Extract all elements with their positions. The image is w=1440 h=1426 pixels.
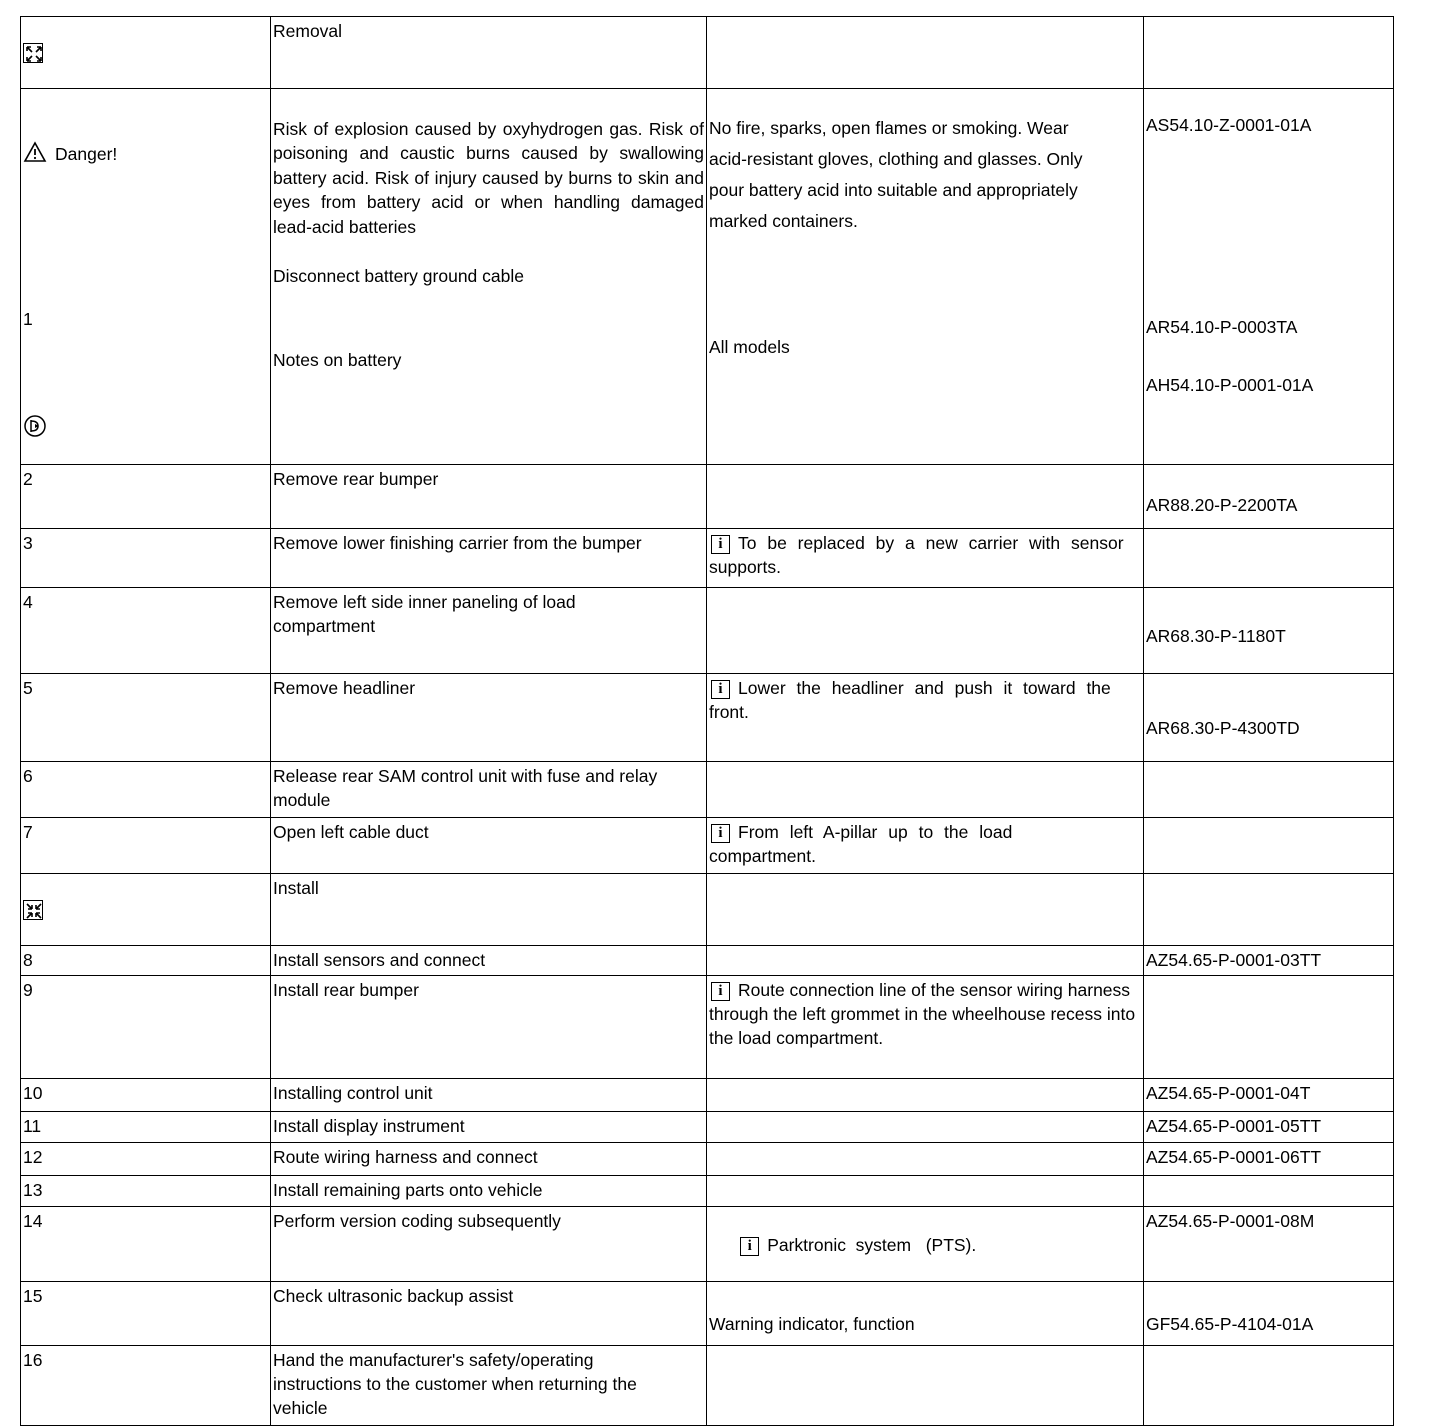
table-row bbox=[21, 976, 1394, 1079]
step-text: Install sensors and connect bbox=[271, 946, 707, 976]
table-row bbox=[21, 1282, 1394, 1346]
step-number: 11 bbox=[21, 1112, 271, 1143]
removal-row bbox=[21, 17, 1394, 89]
step-number: 12 bbox=[21, 1143, 271, 1176]
table-row bbox=[21, 818, 1394, 874]
install-icon-cell bbox=[21, 874, 271, 946]
step-text: Route wiring harness and connect bbox=[271, 1143, 707, 1176]
table-row bbox=[21, 1346, 1394, 1426]
step-text: Install rear bumper bbox=[271, 976, 707, 1079]
step-number: 9 bbox=[21, 976, 271, 1079]
step-number: 7 bbox=[21, 818, 271, 874]
danger-note: No fire, sparks, open flames or smoking. Wear acid-resistant gloves, clothing and glasses. Only pour battery acid into suitable and appropriately marked containers. bbox=[709, 118, 1083, 231]
table-row bbox=[21, 946, 1394, 976]
info-note: Parktronic system (PTS). bbox=[767, 1235, 977, 1255]
step-number: 5 bbox=[21, 674, 271, 762]
step-text: Hand the manufacturer's safety/operating instructions to the customer when returning the vehicle bbox=[271, 1346, 707, 1426]
step-text: Remove rear bumper bbox=[271, 465, 707, 529]
removal-arrows-icon bbox=[23, 43, 43, 63]
info-icon: i bbox=[711, 680, 730, 699]
step-text: Install remaining parts onto vehicle bbox=[271, 1176, 707, 1207]
step-number: 15 bbox=[21, 1282, 271, 1346]
info-icon: i bbox=[740, 1237, 759, 1256]
install-arrows-icon bbox=[23, 900, 43, 920]
step-text: Open left cable duct bbox=[271, 818, 707, 874]
notes-text: Notes on battery bbox=[273, 349, 402, 370]
info-icon: i bbox=[711, 982, 730, 1001]
step-text: Remove headliner bbox=[271, 674, 707, 762]
info-note: Lower the headliner and push it toward the front. bbox=[709, 678, 1111, 722]
removal-label: Removal bbox=[271, 17, 707, 89]
step-ref: AR54.10-P-0003TA bbox=[1146, 317, 1298, 337]
step-text: Release rear SAM control unit with fuse and relay module bbox=[271, 762, 707, 818]
note-circle-icon bbox=[23, 414, 47, 438]
danger-ref: AS54.10-Z-0001-01A bbox=[1146, 115, 1312, 135]
step-text: Disconnect battery ground cable bbox=[273, 265, 524, 286]
table-row bbox=[21, 1207, 1394, 1282]
step-text: Check ultrasonic backup assist bbox=[271, 1282, 707, 1346]
danger-text: Risk of explosion caused by oxyhydrogen gas. Risk of poisoning and caustic burns caused by swallowing battery acid. Risk of injury caused by burns to skin and eyes from battery acid or when handling damaged lead-acid batteries bbox=[273, 118, 704, 237]
step-text: Remove lower finishing carrier from the bumper bbox=[271, 529, 707, 588]
procedure-table bbox=[20, 16, 1394, 1426]
step-number: 3 bbox=[21, 529, 271, 588]
step-text: Remove left side inner paneling of load compartment bbox=[271, 588, 707, 674]
info-note: Route connection line of the sensor wiring harness through the left grommet in the wheelhouse recess into the load compartment. bbox=[709, 980, 1136, 1048]
danger-label: Danger! bbox=[55, 144, 118, 164]
table-row bbox=[21, 1176, 1394, 1207]
step-number: 10 bbox=[21, 1079, 271, 1112]
removal-icon-cell bbox=[21, 17, 271, 89]
step-number: 14 bbox=[21, 1207, 271, 1282]
table-row bbox=[21, 529, 1394, 588]
step-number: 6 bbox=[21, 762, 271, 818]
step-number: 13 bbox=[21, 1176, 271, 1207]
table-row bbox=[21, 588, 1394, 674]
reference-code: AR68.30-P-1180T bbox=[1146, 626, 1286, 646]
reference-code: AZ54.65-P-0001-08M bbox=[1144, 1207, 1394, 1282]
step-number: 16 bbox=[21, 1346, 271, 1426]
reference-code: AZ54.65-P-0001-05TT bbox=[1144, 1112, 1394, 1143]
info-note: From left A-pillar up to the load compartment. bbox=[709, 822, 1013, 866]
info-note: Warning indicator, function bbox=[709, 1314, 915, 1334]
step-text: Installing control unit bbox=[271, 1079, 707, 1112]
step-number: 1 bbox=[23, 309, 33, 329]
install-label: Install bbox=[271, 874, 707, 946]
table-row bbox=[21, 762, 1394, 818]
table-row bbox=[21, 465, 1394, 529]
info-icon: i bbox=[711, 535, 730, 554]
notes-ref: AH54.10-P-0001-01A bbox=[1146, 375, 1314, 395]
info-icon: i bbox=[711, 824, 730, 843]
step-number: 2 bbox=[21, 465, 271, 529]
reference-code: AR88.20-P-2200TA bbox=[1146, 495, 1298, 515]
table-row bbox=[21, 1112, 1394, 1143]
reference-code: AZ54.65-P-0001-06TT bbox=[1144, 1143, 1394, 1176]
warning-triangle-icon bbox=[23, 141, 47, 163]
reference-code: AZ54.65-P-0001-04T bbox=[1144, 1079, 1394, 1112]
step-text: Perform version coding subsequently bbox=[271, 1207, 707, 1282]
table-row bbox=[21, 1079, 1394, 1112]
reference-code: AZ54.65-P-0001-03TT bbox=[1144, 946, 1394, 976]
step-number: 8 bbox=[21, 946, 271, 976]
danger-row bbox=[21, 89, 1394, 465]
reference-code: AR68.30-P-4300TD bbox=[1146, 718, 1300, 738]
step-number: 4 bbox=[21, 588, 271, 674]
info-note: To be replaced by a new carrier with sensor supports. bbox=[709, 533, 1124, 577]
table-row bbox=[21, 674, 1394, 762]
notes-note: All models bbox=[709, 337, 790, 357]
reference-code: GF54.65-P-4104-01A bbox=[1146, 1314, 1314, 1334]
table-row bbox=[21, 1143, 1394, 1176]
install-row bbox=[21, 874, 1394, 946]
step-text: Install display instrument bbox=[271, 1112, 707, 1143]
